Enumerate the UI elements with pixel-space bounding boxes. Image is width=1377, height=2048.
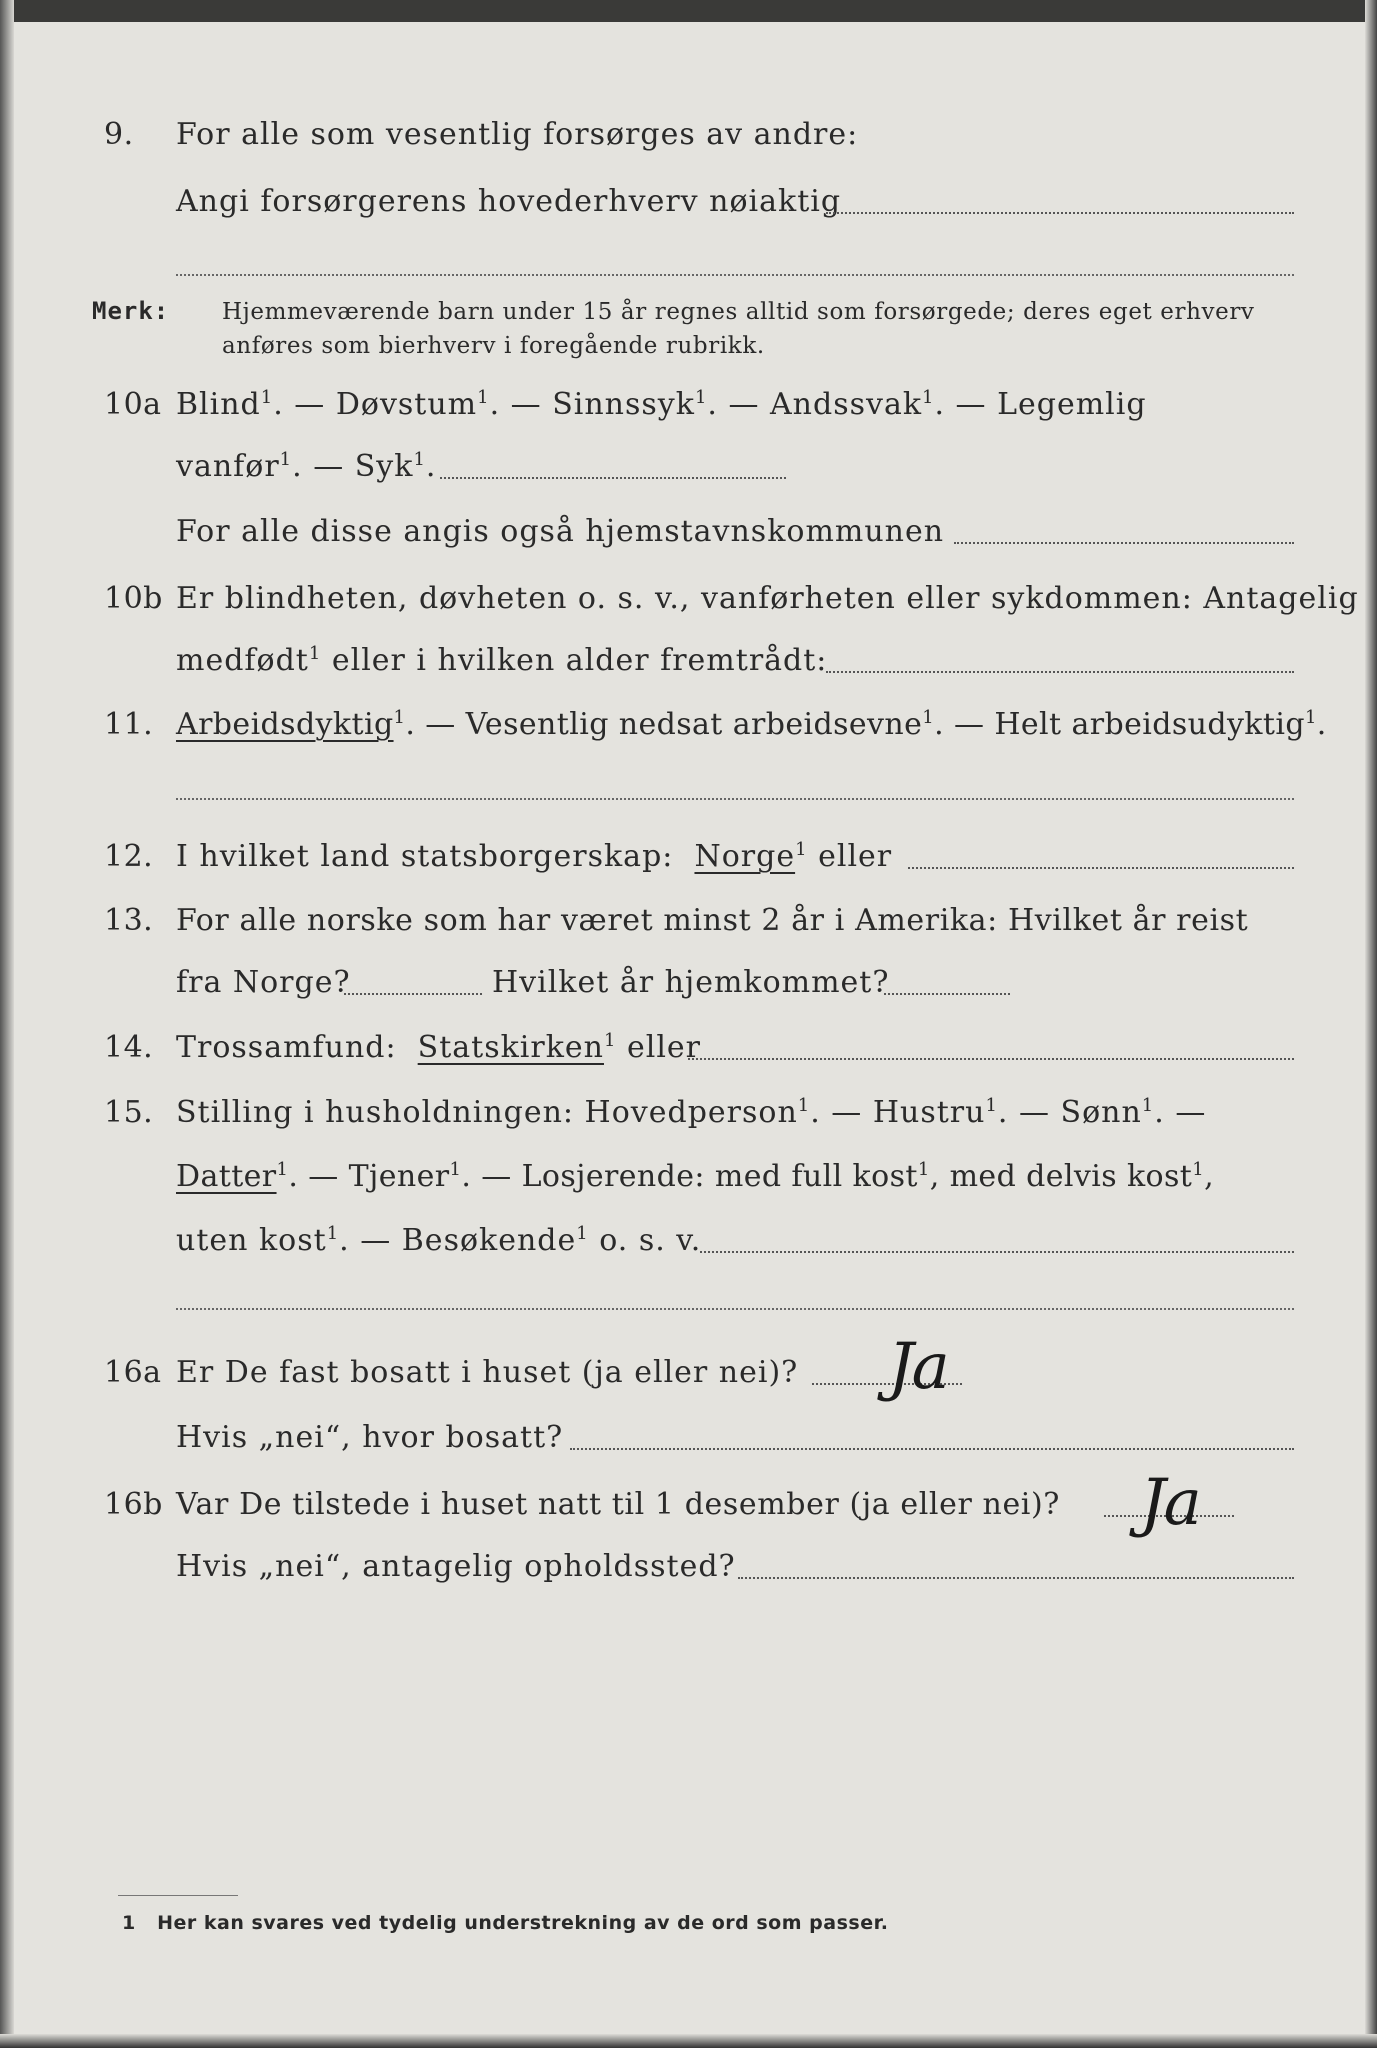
q14-line: Trossamfund: Statskirken$^1$ eller — [176, 1030, 702, 1065]
scan-edge-top — [0, 0, 1377, 22]
q12-number: 12. — [104, 839, 154, 874]
q15-answer-field[interactable] — [700, 1251, 1294, 1253]
q16a-bosatt-field[interactable] — [570, 1448, 1294, 1450]
q16b-line1: Var De tilstede i huset natt til 1 desember (ja eller nei)? — [176, 1487, 1060, 1522]
q10a-line2: vanfør$^1$. — Syk$^1$. — [176, 449, 437, 484]
option-vanfor[interactable]: vanfør — [176, 449, 280, 484]
option-arbeidsdyktig[interactable]: Arbeidsdyktig — [176, 707, 394, 742]
q11-line1: Arbeidsdyktig$^1$. — Vesentlig nedsat arbeidsevne$^1$. — Helt arbeidsudyktig$^1$. — [176, 707, 1327, 742]
option-datter[interactable]: Datter — [176, 1159, 277, 1194]
scan-edge-right — [1365, 0, 1377, 2048]
option-nedsat[interactable]: Vesentlig nedsat arbeidsevne — [465, 707, 923, 742]
q16b-line2: Hvis „nei“, antagelig opholdssted? — [176, 1549, 736, 1584]
q10b-line1: Er blindheten, døvheten o. s. v., vanførheten eller sykdommen: Antagelig — [176, 581, 1359, 616]
q13-hjemkommet-field[interactable] — [884, 993, 1010, 995]
option-hustru[interactable]: Hustru — [872, 1095, 986, 1130]
q10a-line1: Blind$^1$. — Døvstum$^1$. — Sinnssyk$^1$. — Andssvak$^1$. — Legemlig — [176, 387, 1147, 422]
q10b-line2: medfødt$^1$ eller i hvilken alder fremtrådt: — [176, 643, 828, 678]
q9-answer-field[interactable] — [826, 212, 1294, 214]
q9-answer-line2[interactable] — [176, 274, 1294, 276]
merk-line2: anføres som bierhverv i foregående rubrikk. — [222, 333, 765, 359]
scan-edge-left — [0, 0, 14, 2048]
option-norge[interactable]: Norge — [694, 839, 796, 874]
option-hovedperson[interactable]: Stilling i husholdningen: Hovedperson — [176, 1095, 798, 1130]
q15-line2: Datter$^1$. — Tjener$^1$. — Losjerende: med full kost$^1$, med delvis kost$^1$, — [176, 1159, 1215, 1194]
q10b-answer-field[interactable] — [826, 671, 1294, 673]
q15-line1: Stilling i husholdningen: Hovedperson$^1$. — Hustru$^1$. — Sønn$^1$. — — [176, 1095, 1207, 1130]
scan-edge-bottom — [0, 2034, 1377, 2048]
q15-answer-line2[interactable] — [176, 1308, 1294, 1310]
option-besokende[interactable]: Besøkende — [401, 1223, 577, 1258]
option-losjerende-full[interactable]: Losjerende: med full kost — [521, 1159, 918, 1194]
q16a-number: 16a — [104, 1355, 162, 1390]
option-syk[interactable]: Syk — [354, 449, 414, 484]
option-andssvak[interactable]: Andssvak — [770, 387, 923, 422]
q10a-number: 10a — [104, 387, 162, 422]
option-blind[interactable]: Blind — [176, 387, 261, 422]
merk-line1: Hjemmeværende barn under 15 år regnes alltid som forsørgede; deres eget erhverv — [222, 299, 1255, 325]
option-statskirken[interactable]: Statskirken — [417, 1030, 604, 1065]
q9-line2: Angi forsørgerens hovederhverv nøiaktig — [176, 184, 842, 219]
q16a-line1: Er De fast bosatt i huset (ja eller nei)? — [176, 1355, 799, 1390]
option-sonn[interactable]: Sønn — [1060, 1095, 1142, 1130]
option-dovstum[interactable]: Døvstum — [335, 387, 478, 422]
option-medfodt[interactable]: medfødt — [176, 643, 309, 678]
merk-label: Merk: — [92, 297, 170, 325]
q14-answer-field[interactable] — [688, 1058, 1294, 1060]
q13-number: 13. — [104, 903, 154, 938]
option-udyktig[interactable]: Helt arbeidsudyktig — [994, 707, 1305, 742]
option-losjerende-delvis[interactable]: med delvis kost — [949, 1159, 1193, 1194]
q14-number: 14. — [104, 1030, 154, 1065]
q13-fra-norge: fra Norge? — [176, 965, 351, 1000]
q15-number: 15. — [104, 1095, 154, 1130]
q11-answer-line[interactable] — [176, 798, 1294, 800]
q16a-handwritten-answer: Ja — [888, 1330, 948, 1404]
q11-number: 11. — [104, 707, 154, 742]
option-tjener[interactable]: Tjener — [348, 1159, 450, 1194]
q9-line1: For alle som vesentlig forsørges av andre: — [176, 117, 859, 152]
q10b-number: 10b — [104, 581, 163, 616]
q13-reist-field[interactable] — [344, 993, 482, 995]
q16b-opholdssted-field[interactable] — [738, 1577, 1294, 1579]
q12-line: I hvilket land statsborgerskap: Norge$^1$ eller — [176, 839, 893, 874]
footnote-mark: 1 — [122, 1912, 136, 1934]
q15-line3: uten kost$^1$. — Besøkende$^1$ o. s. v. — [176, 1223, 702, 1258]
footnote — [122, 1912, 888, 1934]
option-legemlig[interactable]: Legemlig — [997, 387, 1147, 422]
q16a-line2: Hvis „nei“, hvor bosatt? — [176, 1420, 564, 1455]
footnote-divider — [118, 1895, 238, 1896]
option-uten-kost[interactable]: uten kost — [176, 1223, 327, 1258]
q10a-line3: For alle disse angis også hjemstavnskommunen — [176, 514, 945, 549]
option-sinnssyk[interactable]: Sinnssyk — [552, 387, 695, 422]
q10a-kommune-field[interactable] — [954, 542, 1294, 544]
q16b-number: 16b — [104, 1487, 163, 1522]
q12-answer-field[interactable] — [908, 867, 1294, 869]
q9-number: 9. — [104, 117, 134, 152]
q16b-handwritten-answer: Ja — [1140, 1466, 1200, 1540]
q13-line1: For alle norske som har været minst 2 år i Amerika: Hvilket år reist — [176, 903, 1249, 938]
q10a-syk-field[interactable] — [440, 477, 786, 479]
q13-hjemkommet: Hvilket år hjemkommet? — [492, 965, 890, 1000]
footnote-text: Her kan svares ved tydelig understrekning av de ord som passer. — [157, 1912, 889, 1934]
